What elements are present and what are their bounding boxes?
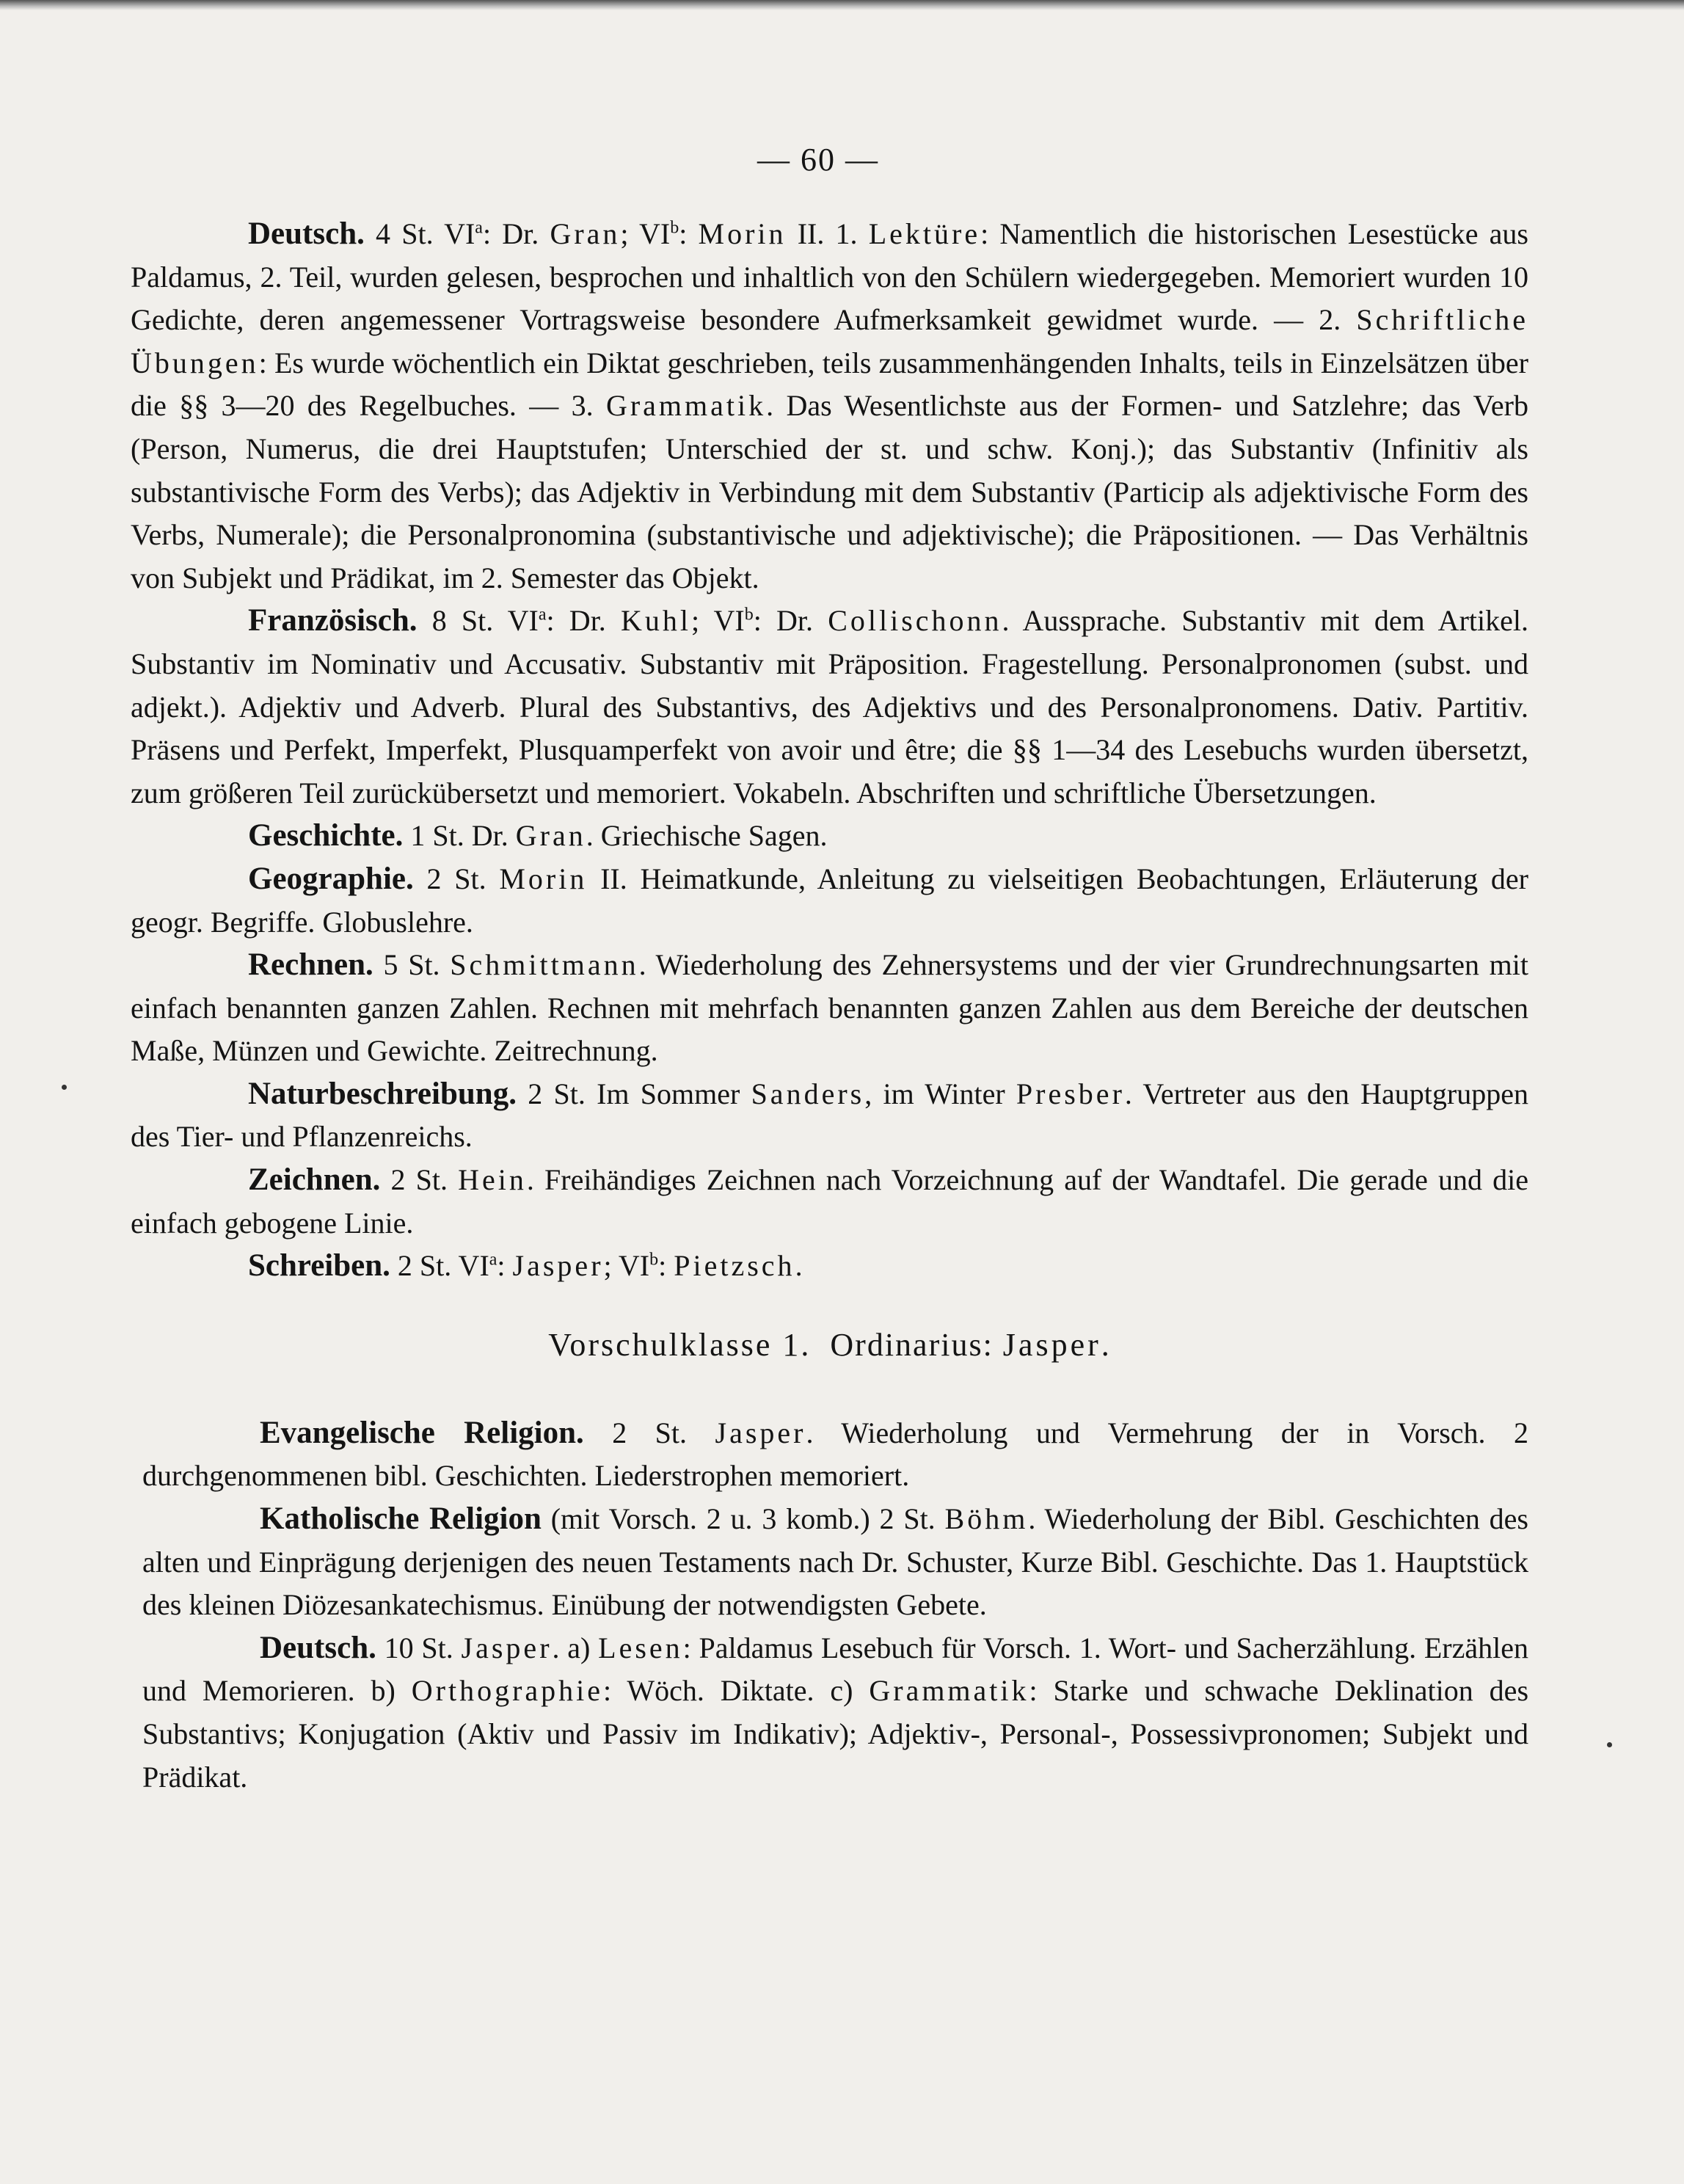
paragraph-evangelische-religion: Evangelische Religion. 2 St. Jasper. Wiederholung und Vermehrung der in Vorsch. 2 durchgenommenen bibl. Geschichten. Liederstrophen memoriert. bbox=[142, 1415, 1529, 1493]
paragraph-geographie: Geographie. 2 St. Morin II. Heimatkunde, Anleitung zu vielseitigen Beobachtungen, Erläuterung der geogr. Begriffe. Globuslehre. bbox=[131, 861, 1529, 939]
ink-speck bbox=[1607, 1742, 1612, 1747]
subject-heading: Französisch. bbox=[248, 603, 418, 638]
paragraph-rechnen: Rechnen. 5 St. Schmittmann. Wiederholung des Zehnersystems und der vier Grundrechnungsarten mit einfach benannten ganzen Zahlen. Rechnen mit mehrfach benannten ganzen Zahlen aus dem Bereiche der deutschen Maße, Münzen und Gewichte. Zeitrechnung. bbox=[131, 947, 1529, 1068]
subject-heading: Naturbeschreibung. bbox=[248, 1076, 517, 1111]
topic-heading: Lektüre bbox=[868, 217, 981, 250]
topic-heading: Schriftliche Übungen bbox=[131, 303, 1528, 379]
subject-heading: Deutsch. bbox=[260, 1630, 376, 1665]
page-number: — 60 — bbox=[757, 142, 879, 178]
teacher-name: Morin bbox=[698, 217, 787, 250]
subject-heading: Geographie. bbox=[248, 861, 414, 896]
teacher-name: Collischonn bbox=[828, 604, 1002, 638]
teacher-name: Sanders bbox=[751, 1077, 865, 1110]
topic-heading: Lesen bbox=[598, 1631, 683, 1664]
teacher-name: Kuhl bbox=[620, 604, 691, 638]
scan-top-edge bbox=[0, 0, 1684, 10]
paragraph-deutsch-vorschule: Deutsch. 10 St. Jasper. a) Lesen: Paldamus Lesebuch für Vorsch. 1. Wort- und Sacherzählung. Erzählen und Memorieren. b) Orthographie: Wöch. Diktate. c) Grammatik: Starke und schwache Deklination des Substantivs; Konjugation (Aktiv und Passiv im Indikativ); Adjektiv-, Personal-, Possessivpronomen; Subjekt und Prädikat. bbox=[142, 1630, 1529, 1794]
teacher-name: Gran bbox=[515, 819, 586, 853]
subject-heading: Katholische Religion bbox=[260, 1502, 542, 1537]
subject-heading: Evangelische Religion. bbox=[260, 1415, 584, 1450]
subject-heading: Deutsch. bbox=[248, 216, 365, 251]
teacher-name: Hein bbox=[458, 1163, 527, 1197]
teacher-name: Pietzsch bbox=[674, 1249, 795, 1283]
paragraph-katholische-religion: Katholische Religion (mit Vorsch. 2 u. 3 komb.) 2 St. Böhm. Wiederholung der Bibl. Geschichten des alten und Einprägung derjenigen des neuen Testaments nach Dr. Schuster, Kurze Bibl. Geschichte. Das 1. Hauptstück des kleinen Diözesankatechismus. Einübung der notwendigsten Gebete. bbox=[142, 1502, 1528, 1622]
vorschulklasse-content bbox=[142, 1412, 1528, 1799]
section-heading: Vorschulklasse 1. Ordinarius: Jasper. bbox=[548, 1326, 1111, 1363]
ordinarius-label: Ordinarius: bbox=[830, 1326, 1003, 1363]
paragraph-geschichte: Geschichte. 1 St. Dr. Gran. Griechische Sagen. bbox=[248, 818, 828, 853]
paragraph-zeichnen: Zeichnen. 2 St. Hein. Freihändiges Zeichnen nach Vorzeichnung auf der Wandtafel. Die gerade und die einfach gebogene Linie. bbox=[131, 1162, 1528, 1240]
subject-heading: Rechnen. bbox=[248, 947, 373, 983]
teacher-name: Presber bbox=[1016, 1077, 1125, 1110]
subject-heading: Geschichte. bbox=[248, 818, 404, 853]
section-label: Vorschulklasse 1. bbox=[548, 1326, 812, 1363]
ink-speck bbox=[62, 1085, 67, 1090]
teacher-name: Jasper bbox=[461, 1631, 553, 1664]
topic-heading: Orthographie bbox=[411, 1674, 604, 1708]
topic-heading: Grammatik bbox=[869, 1674, 1029, 1708]
teacher-name: Jasper bbox=[1002, 1326, 1101, 1363]
teacher-name: Morin bbox=[499, 862, 588, 895]
teacher-name: Schmittmann bbox=[450, 948, 639, 982]
subject-heading: Zeichnen. bbox=[248, 1162, 381, 1198]
subject-heading: Schreiben. bbox=[248, 1248, 390, 1284]
paragraph-naturbeschreibung: Naturbeschreibung. 2 St. Im Sommer Sanders, im Winter Presber. Vertreter aus den Hauptgruppen des Tier- und Pflanzenreichs. bbox=[131, 1076, 1528, 1154]
paragraph-deutsch: Deutsch. 4 St. $VI^a$: Dr. Gran; $VI^b$: Morin II. 1. Lektüre: Namentlich die historischen Lesestücke aus Paldamus, 2. Teil, wurden gelesen, besprochen und inhaltlich von den Schülern wiedergegeben. Memoriert wurden 10 Gedichte, deren angemessener Vortragsweise besondere Aufmerksamkeit gewidmet wurde. — 2. Schriftliche Übungen: Es wurde wöchentlich ein Diktat geschrieben, teils zusammenhängenden Inhalts, teils in Einzelsätzen über die §§ 3—20 des Regelbuches. — 3. Grammatik. Das Wesentlichste aus der Formen- und Satzlehre; das Verb (Person, Numerus, die drei Hauptstufen; Unterschied der st. und schw. Konj.); das Substantiv (Infinitiv als substantivische Form des Verbs); das Adjektiv in Verbindung mit dem Substantiv (Particip als adjektivische Form des Verbs, Numerale); die Personalpronomina (substantivische und adjektivische); die Präpositionen. — Das Verhältnis von Subjekt und Prädikat, im 2. Semester das Objekt. bbox=[131, 216, 1528, 594]
paragraph-franzoesisch: Französisch. 8 St. $VI^a$: Dr. Kuhl; $VI^b$: Dr. Collischonn. Aussprache. Substantiv mit dem Artikel. Substantiv im Nominativ und Accusativ. Substantiv mit Präposition. Fragestellung. Personalpronomen (subst. und adjekt.). Adjektiv und Adverb. Plural des Substantivs, des Adjektivs und des Personalpronomens. Dativ. Partitiv. Präsens und Perfekt, Imperfekt, Plusquamperfekt von avoir und être; die §§ 1—34 des Lesebuchs wurden übersetzt, zum größeren Teil zurückübersetzt und memoriert. Vokabeln. Abschriften und schriftliche Übersetzungen. bbox=[131, 603, 1528, 809]
topic-heading: Grammatik bbox=[605, 389, 767, 423]
teacher-name: Gran bbox=[550, 217, 621, 250]
teacher-name: Jasper bbox=[512, 1249, 604, 1283]
teacher-name: Jasper bbox=[715, 1416, 806, 1449]
main-text bbox=[131, 213, 1528, 1799]
paragraph-schreiben: Schreiben. 2 St. $VI^a$: Jasper; $VI^b$: Pietzsch. bbox=[248, 1248, 803, 1284]
teacher-name: Böhm bbox=[944, 1502, 1029, 1536]
